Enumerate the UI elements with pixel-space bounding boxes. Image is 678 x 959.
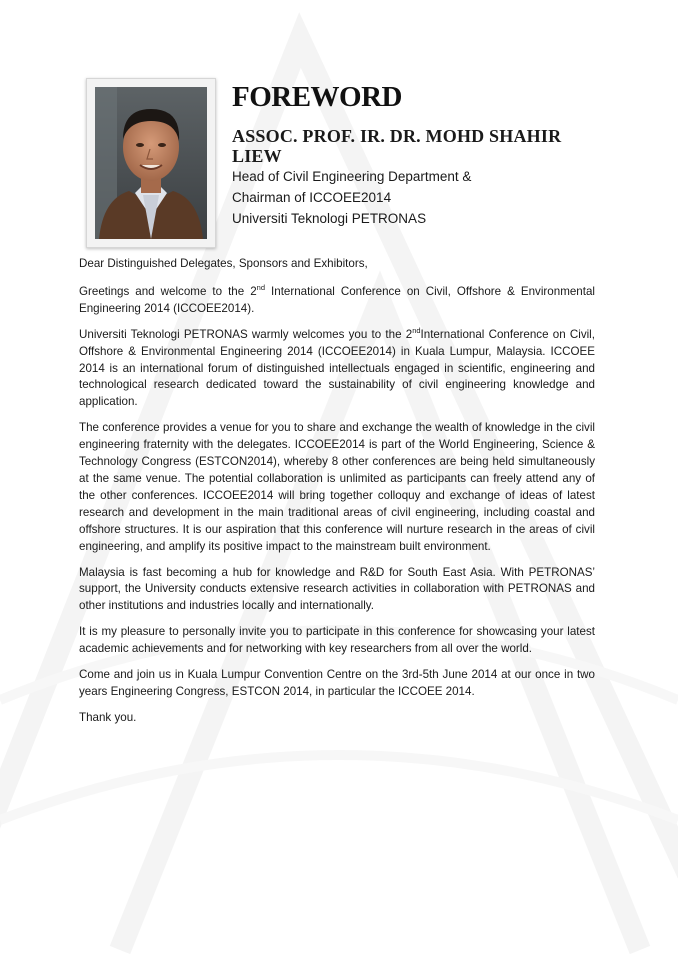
portrait-image	[95, 87, 207, 239]
paragraph-venue: The conference provides a venue for you to share and exchange the wealth of knowledge in the civil engineering fraternity with the delegates. ICCOEE2014 is part of the World Engineering, Science & Technology Congress (ESTCON2014), whereby 8 other conferences are being held simultaneously at the same venue. The potential collaboration is unlimited as participants can freely attend any of the other conferences. ICCOEE2014 will bring together colloquy and exchange of ideas of latest research and development in the main traditional areas of civil engineering, including coastal and offshore structures. It is our aspiration that this conference will nurture research in the areas of civil engineering, and amplify its positive impact to the mainstream built environment.	[79, 421, 595, 553]
paragraph-welcome: Universiti Teknologi PETRONAS warmly welcomes you to the 2ndInternational Conference on Civil, Offshore & Environmental Engineering 2014 (ICCOEE2014) in Kuala Lumpur, Malaysia. ICCOEE 2014 is an international forum of distinguished intellectuals engaged in scientific, engineering and technological research dedicated toward the sustainability of civil engineering knowledge and application.	[79, 325, 595, 409]
paragraph-come-join: Come and join us in Kuala Lumpur Convention Centre on the 3rd-5th June 2014 at our once in two years Engineering Congress, ESTCON 2014, in particular the ICCOEE 2014.	[79, 668, 595, 698]
foreword-body	[79, 256, 595, 738]
page-title: FOREWORD	[232, 81, 402, 113]
author-role-2: Chairman of ICCOEE2014	[232, 190, 392, 205]
closing: Thank you.	[79, 710, 137, 724]
author-role-1: Head of Civil Engineering Department &	[232, 169, 472, 184]
paragraph-greetings: Greetings and welcome to the 2nd International Conference on Civil, Offshore & Environmental Engineering 2014 (ICCOEE2014).	[79, 283, 595, 315]
salutation: Dear Distinguished Delegates, Sponsors and Exhibitors,	[79, 257, 368, 270]
author-affiliation: Universiti Teknologi PETRONAS	[232, 211, 427, 226]
paragraph-invitation: It is my pleasure to personally invite you to participate in this conference for showcasing your latest academic achievements and for networking with key researchers from all over the world.	[79, 625, 595, 656]
foreword-heading	[232, 80, 632, 229]
author-name: ASSOC. PROF. IR. DR. MOHD SHAHIR LIEW	[232, 126, 562, 166]
author-photo	[86, 78, 216, 248]
paragraph-malaysia: Malaysia is fast becoming a hub for knowledge and R&D for South East Asia. With PETRONAS’ support, the University conducts extensive research activities in collaboration with PETRONAS and other institutions and industries locally and internationally.	[79, 565, 595, 613]
